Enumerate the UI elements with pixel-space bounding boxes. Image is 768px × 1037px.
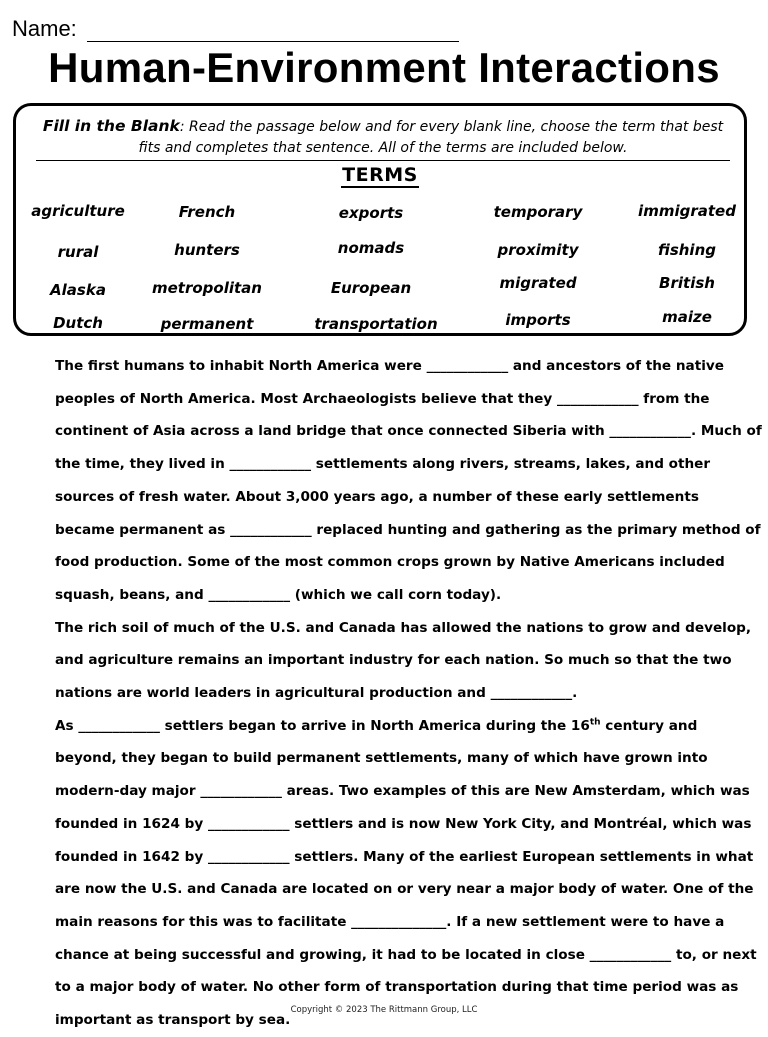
term: immigrated — [638, 202, 736, 220]
term: fishing — [658, 241, 716, 259]
instructions-text: : Read the passage below and for every blank line, choose the term that best fits and completes that sentence. All of the terms are included below. — [138, 119, 724, 156]
term: maize — [662, 308, 712, 326]
name-blank-line[interactable] — [87, 19, 459, 42]
terms-heading: TERMS — [342, 164, 418, 186]
page-title: Human-Environment Interactions — [48, 44, 720, 91]
term: temporary — [493, 203, 583, 221]
term: hunters — [174, 241, 240, 259]
term: migrated — [499, 274, 577, 292]
passage-paragraph-1: The first humans to inhabit North America were ____________ and ancestors of the native peoples of North America. Most Archaeologists believe that they ____________ from the continent of Asia across a land bridge that once connected Siberia with ____________. Much of the time, they lived in ____________ settlements along rivers, streams, lakes, and other sources of fresh water. About 3,000 years ago, a number of these early settlements became permanent as ____________ replaced hunting and gathering as the primary method of food production. Some of the most common crops grown by Native Americans included squash, beans, and ____________ (which we call corn today). — [55, 358, 762, 603]
term: French — [178, 203, 236, 221]
term: Dutch — [53, 314, 103, 332]
term: transportation — [314, 315, 438, 333]
term: European — [330, 279, 412, 297]
term: nomads — [337, 239, 405, 257]
instructions-divider — [36, 160, 730, 161]
paragraph-3-rest: century and beyond, they began to build permanent settlements, many of which have grown into modern-day major ____________ areas. Two examples of this are New Amsterdam, which was founded in 1624 by ____________ settlers and is now New York City, and Montréal, which was founded in 1642 by ____________ settlers. Many of the earliest European settlements in what are now the U.S. and Canada are located on or very near a major body of water. One of the main reasons for this was to facilitate ______________. If a new settlement were to have a chance at being successful and growing, it had to be located in close ____________ to, or next to a major body of water. No other form of transportation during that time period was as important as transport by sea. — [55, 717, 757, 1029]
term: imports — [505, 311, 571, 329]
instructions-lead: Fill in the Blank — [42, 117, 180, 135]
name-row — [12, 16, 459, 42]
passage — [10, 350, 762, 1037]
passage-paragraph-3 — [10, 710, 762, 1037]
term: British — [659, 274, 715, 292]
passage-paragraph-2: The rich soil of much of the U.S. and Canada has allowed the nations to grow and develop, and agriculture remains an important industry for each nation. So much so that the two nations are world leaders in agricultural production and ____________. — [55, 619, 752, 702]
term: metropolitan — [152, 279, 262, 297]
paragraph-3-start: As ____________ settlers began to arrive in North America during the 16 — [55, 717, 590, 734]
term: agriculture — [31, 202, 125, 220]
terms-box — [13, 103, 747, 336]
name-label: Name: — [12, 16, 77, 41]
term: Alaska — [50, 281, 106, 299]
term: exports — [338, 204, 404, 222]
term: permanent — [160, 315, 254, 333]
term: rural — [57, 243, 99, 261]
ordinal-suffix: th — [589, 717, 601, 728]
copyright-footer: Copyright © 2023 The Rittmann Group, LLC — [290, 1005, 478, 1015]
instructions — [36, 116, 730, 159]
term: proximity — [497, 241, 579, 259]
